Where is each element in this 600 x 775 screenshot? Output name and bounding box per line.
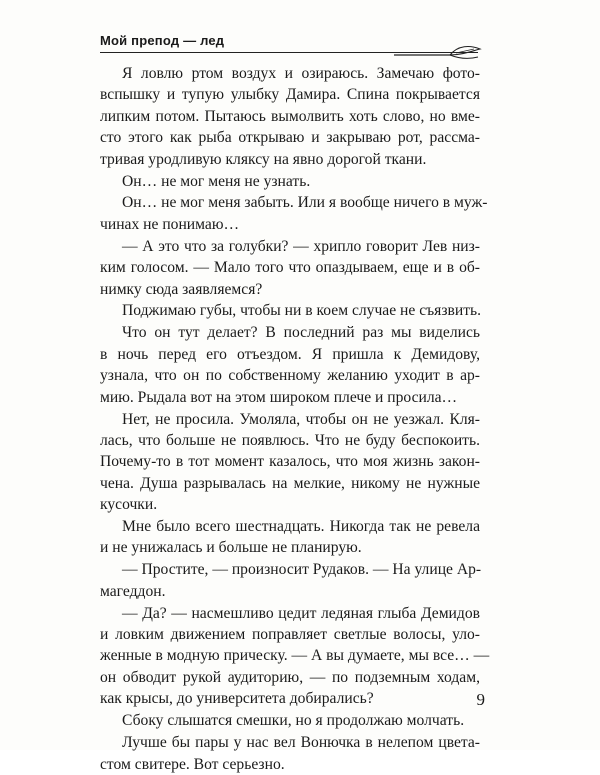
- paragraph: [100, 710, 480, 731]
- text-line: Что он тут делает? В последний раз мы виделись: [122, 324, 480, 342]
- running-header-title: Мой препод — лед: [100, 33, 225, 48]
- paragraph: [100, 300, 480, 321]
- text-line: Лучше бы пары у нас вел Вонючка в нелепом цвета-: [122, 734, 480, 752]
- text-line: сто этого как рыба открываю и закрываю рот, рассма-: [100, 129, 480, 147]
- text-line: Я ловлю ртом воздух и озираюсь. Замечаю фото-: [122, 65, 480, 82]
- text-line: вспышку и тупую улыбку Дамира. Спина покрывается: [100, 86, 480, 104]
- text-line: Он… не мог меня забыть. Или я вообще ничего в муж-: [122, 194, 488, 212]
- text-line: — А это что за голубки? — хрипло говорит Лев низ-: [122, 237, 480, 255]
- text-line: он обводит рукой аудиторию, — по подземным ходам,: [100, 668, 480, 686]
- text-line-wrapped: в ночь перед его отъездом. Я пришла к Демидову, узнала, что он по собственному желанию уходит в ар-: [100, 345, 480, 385]
- paragraph: [100, 63, 480, 170]
- paragraph: [100, 516, 480, 559]
- text-line: ким голосом. — Мало того что опаздываем, еще и в об-: [100, 259, 480, 277]
- text-line: кусочки.: [100, 496, 158, 514]
- paragraph: [100, 732, 480, 775]
- text-line: — Да? — насмешливо цедит ледяная глыба Демидов: [122, 604, 480, 622]
- text-line: [100, 344, 480, 387]
- text-line: стом свитере. Вот серьезно.: [100, 755, 285, 773]
- text-line: женные в модную прическу. — А вы думаете, мы все… —: [100, 647, 490, 665]
- text-line: Сбоку слышатся смешки, но я продолжаю молчать.: [122, 712, 465, 730]
- text-line: чена. Душа разрывалась на мелкие, никому не нужные: [100, 474, 480, 492]
- text-line: мию. Рыдала вот на этом широком плече и просила…: [100, 388, 458, 406]
- text-line: тривая уродливую кляксу на явно дорогой ткани.: [100, 150, 427, 168]
- quill-ornament-icon: [392, 39, 482, 63]
- paragraph: [100, 171, 480, 192]
- text-line: Мне было всего шестнадцать. Никогда так не ревела: [122, 518, 480, 536]
- text-line: нимку сюда заявляемся?: [100, 280, 263, 298]
- paragraph: [100, 559, 480, 602]
- text-line: и не унижалась и больше не планирую.: [100, 539, 362, 557]
- text-line: липким потом. Пытаюсь вымолвить хоть слово, но вме-: [100, 107, 480, 125]
- text-line: Почему-то в тот момент казалось, что моя жизнь закон-: [100, 453, 480, 471]
- paragraph: [100, 603, 490, 710]
- paragraph: [100, 192, 488, 235]
- text-line: лась, что больше не появлюсь. Что не буду беспокоить.: [100, 431, 480, 449]
- running-header: [100, 33, 480, 55]
- text-line: Он… не мог меня не узнать.: [122, 172, 311, 190]
- paragraph: [100, 236, 480, 300]
- text-line: как крысы, до университета добирались?: [100, 690, 374, 708]
- text-line: Поджимаю губы, чтобы ни в коем случае не съязвить.: [122, 302, 482, 320]
- paragraph: [100, 409, 480, 516]
- text-line: чинах не понимаю…: [100, 215, 240, 233]
- text-line: Нет, не просила. Умоляла, чтобы он не уезжал. Кля-: [122, 410, 480, 428]
- paragraph: [100, 322, 480, 408]
- text-line: магеддон.: [100, 582, 166, 600]
- page-number: 9: [476, 690, 485, 709]
- text-line: — Простите, — произносит Рудаков. — На улице Ар-: [122, 561, 482, 579]
- text-line: и ловким движением поправляет светлые волосы, уло-: [100, 626, 480, 644]
- body-text: [100, 63, 490, 775]
